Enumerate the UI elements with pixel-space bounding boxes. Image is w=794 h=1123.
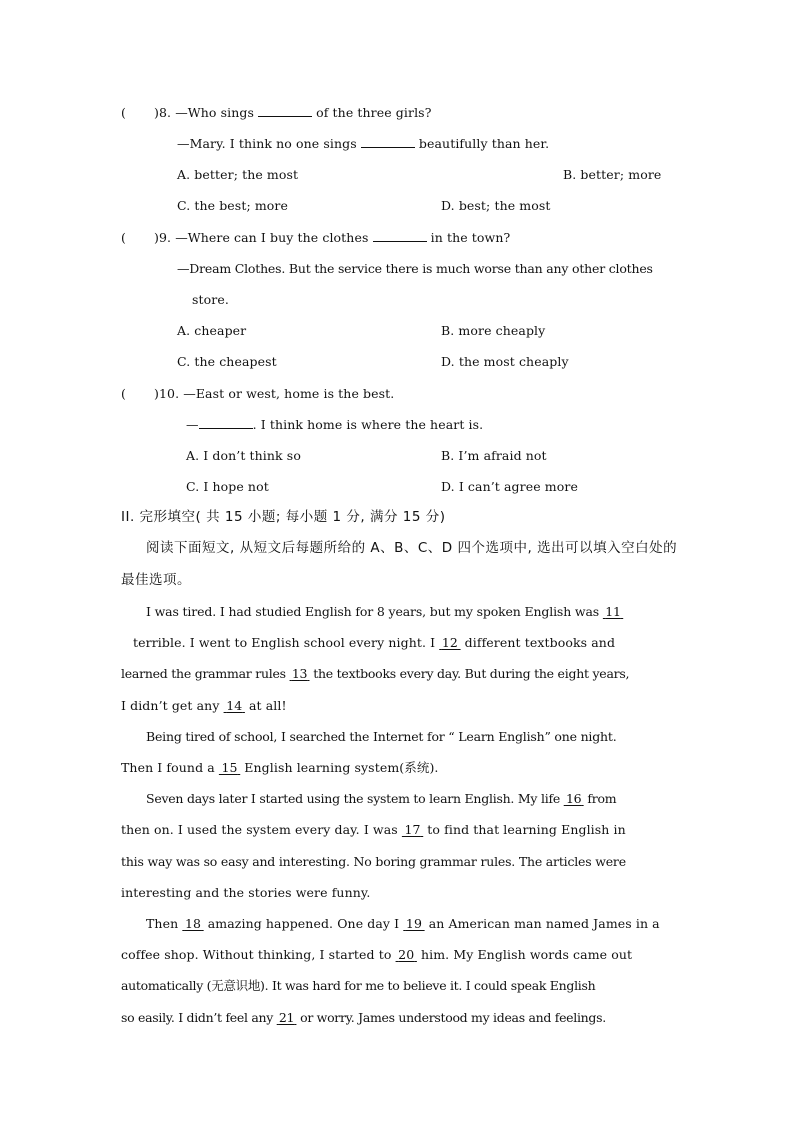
question-9-stem: ( )9. —Where can I buy the clothes in the town? [121,230,511,245]
blank-15 [219,760,240,775]
reply-text: — [186,417,199,432]
option-c: C. the best; more [177,198,288,213]
passage-line: automatically (无意识地). It was hard for me to believe it. I could speak English [121,978,596,993]
question-number: 8 [158,105,168,120]
passage-text: I was tired. I had studied English for 8 years, but my spoken English was [146,604,600,619]
passage-text: at all! [248,698,287,713]
passage-text: Then I found a [121,760,215,775]
option-b: B. better; more [563,167,662,182]
answer-paren-close: ) [153,105,159,120]
passage-line [146,916,660,932]
option-b: B. more cheaply [441,323,546,338]
passage-text: Seven days later I started using the system to learn English. My life [146,791,560,806]
answer-blank [373,230,427,242]
section-title: II. 完形填空( 共 15 小题; 每小题 1 分, 满分 15 分) [121,509,446,525]
passage-line [121,760,439,776]
reply-text: beautifully than her. [418,136,550,151]
answer-paren-open: ( [121,230,126,245]
passage-line [121,822,626,838]
passage-text: I didn’t get any [121,698,220,713]
blank-21 [277,1010,297,1025]
question-number: 10 [158,386,176,401]
passage-text: different textbooks and [464,635,616,650]
option-d: D. best; the most [441,198,551,213]
passage-line: interesting and the stories were funny. [121,885,371,900]
question-text: of the three girls? [316,105,432,120]
passage-line: this way was so easy and interesting. No boring grammar rules. The articles were [121,854,626,869]
passage-text: from [587,791,617,806]
question-number: 9 [158,230,168,245]
blank-11 [603,604,623,619]
option-c: C. the cheapest [177,354,277,369]
section-instruction-cont: 最佳选项。 [121,572,191,588]
answer-paren-close: ) [153,386,159,401]
question-8-reply [177,136,549,152]
reply-text: . I think home is where the heart is. [252,417,484,432]
option-a: A. better; the most [177,167,299,182]
question-10-reply [186,417,483,433]
passage-line [121,1010,606,1026]
blank-number: 13 [291,666,308,681]
passage-text: to find that learning English in [427,822,626,837]
blank-12 [439,635,460,650]
passage-text: so easily. I didn’t feel any [121,1010,274,1025]
blank-17 [402,822,423,837]
question-text: —East or west, home is the best. [183,386,395,401]
passage-line [121,947,632,963]
blank-13 [290,666,310,681]
option-b: B. I’m afraid not [441,448,547,463]
passage-line [133,635,615,651]
passage-line [146,604,623,620]
answer-blank [258,105,312,117]
passage-text: amazing happened. One day I [207,916,400,931]
passage-text: the textbooks every day. But during the eight years, [313,666,630,681]
answer-paren-close: ) [153,230,159,245]
reply-text: —Mary. I think no one sings [177,136,357,151]
option-c: C. I hope not [186,479,269,494]
blank-number: 18 [184,916,202,931]
question-text: in the town? [430,230,511,245]
answer-paren-open: ( [121,105,126,120]
question-10-stem: ( )10. —East or west, home is the best. [121,386,395,401]
passage-line [121,698,287,714]
blank-number: 17 [404,822,421,837]
blank-number: 20 [398,947,415,962]
blank-number: 19 [405,916,422,931]
answer-blank [361,136,415,148]
passage-text: him. My English words came out [420,947,633,962]
blank-number: 15 [221,760,238,775]
blank-number: 11 [605,604,621,619]
blank-14 [224,698,245,713]
passage-line: Being tired of school, I searched the Internet for “ Learn English” one night. [146,729,617,744]
blank-number: 12 [441,635,458,650]
passage-text: then on. I used the system every day. I was [121,822,398,837]
section-instruction: 阅读下面短文, 从短文后每题所给的 A、B、C、D 四个选项中, 选出可以填入空白处的 [146,540,678,556]
passage-text: or worry. James understood my ideas and feelings. [300,1010,606,1025]
passage-line [121,666,629,682]
blank-number: 21 [278,1010,295,1025]
blank-19 [403,916,424,931]
question-text: —Where can I buy the clothes [175,230,369,245]
blank-18 [182,916,203,931]
blank-16 [564,791,584,806]
question-9-reply-cont: store. [192,292,229,307]
passage-text: Then [146,916,179,931]
question-text: —Who sings [175,105,254,120]
answer-paren-open: ( [121,386,126,401]
blank-number: 14 [226,698,243,713]
passage-line [146,791,616,807]
question-8-stem: ( )8. —Who sings of the three girls? [121,105,432,120]
passage-text: English learning system(系统). [244,760,439,775]
option-a: A. cheaper [177,323,247,338]
question-9-reply: —Dream Clothes. But the service there is much worse than any other clothes [177,261,653,276]
passage-text: coffee shop. Without thinking, I started to [121,947,392,962]
answer-blank [199,417,253,429]
passage-text: terrible. I went to English school every night. I [133,635,436,650]
option-a: A. I don’t think so [186,448,301,463]
passage-text: learned the grammar rules [121,666,286,681]
option-d: D. I can’t agree more [441,479,578,494]
blank-number: 16 [565,791,582,806]
passage-text: an American man named James in a [428,916,660,931]
blank-20 [396,947,417,962]
option-d: D. the most cheaply [441,354,569,369]
